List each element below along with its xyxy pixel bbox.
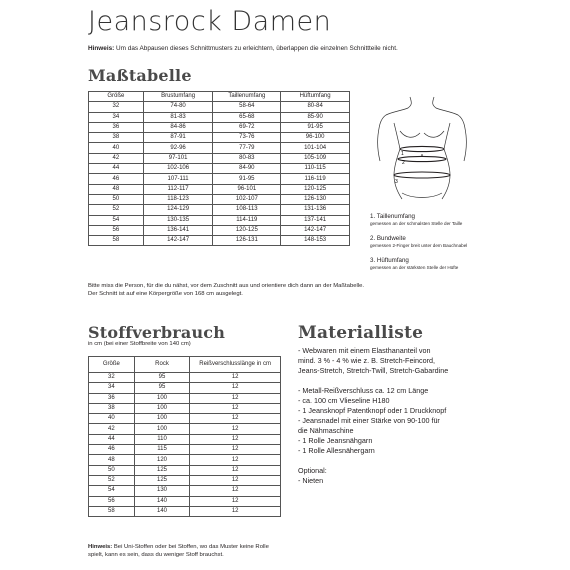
- table-cell: 12: [190, 465, 281, 475]
- table-cell: 80-83: [213, 153, 281, 163]
- fabric-subtitle: in cm (bei einer Stoffbreite von 140 cm): [88, 341, 191, 347]
- table-cell: 101-104: [281, 143, 350, 153]
- column-header: Taillenumfang: [213, 92, 281, 102]
- materials-line: - Metall-Reißverschluss ca. 12 cm Länge: [298, 386, 429, 395]
- table-cell: 96-100: [281, 133, 350, 143]
- table-cell: 52: [89, 205, 144, 215]
- table-cell: 12: [190, 424, 281, 434]
- legend-item-3: [370, 257, 458, 271]
- table-cell: 87-91: [143, 133, 213, 143]
- column-header: Größe: [89, 92, 144, 102]
- table-cell: 12: [190, 383, 281, 393]
- table-cell: 107-111: [143, 174, 213, 184]
- table-cell: 110: [134, 434, 190, 444]
- table-row: [89, 102, 350, 112]
- table-cell: 69-72: [213, 122, 281, 132]
- materials-line: - Webwaren mit einem Elasthananteil von: [298, 346, 431, 355]
- table-cell: 12: [190, 393, 281, 403]
- table-row: [89, 475, 281, 485]
- table-cell: 105-109: [281, 153, 350, 163]
- table-cell: 142-147: [143, 236, 213, 246]
- table-cell: 97-101: [143, 153, 213, 163]
- hint-body: Um das Abpausen dieses Schnittmusters zu erleichtern, überlappen die einzelnen Schnittteile nicht.: [114, 45, 398, 52]
- table-row: [89, 133, 350, 143]
- table-cell: 102-106: [143, 164, 213, 174]
- materials-line: [298, 456, 488, 466]
- legend-title-2: 2. Bundweite: [370, 235, 406, 242]
- table-cell: 80-84: [281, 102, 350, 112]
- table-cell: 112-117: [143, 184, 213, 194]
- table-cell: 81-83: [143, 112, 213, 122]
- table-cell: 12: [190, 506, 281, 516]
- table-cell: 115: [134, 445, 190, 455]
- materials-line: [298, 376, 488, 386]
- table-cell: 142-147: [281, 225, 350, 235]
- table-cell: 44: [89, 164, 144, 174]
- table-row: [89, 496, 281, 506]
- table-cell: 95: [134, 373, 190, 383]
- legend-item-1: [370, 213, 462, 227]
- table-cell: 54: [89, 486, 135, 496]
- table-cell: 100: [134, 393, 190, 403]
- table-row: [89, 445, 281, 455]
- table-cell: 124-129: [143, 205, 213, 215]
- table-cell: 46: [89, 174, 144, 184]
- measure-notes: [88, 282, 364, 298]
- table-cell: 48: [89, 184, 144, 194]
- table-cell: 110-115: [281, 164, 350, 174]
- table-cell: 34: [89, 383, 135, 393]
- table-row: [89, 465, 281, 475]
- table-cell: 38: [89, 133, 144, 143]
- table-row: [89, 236, 350, 246]
- table-cell: 114-119: [213, 215, 281, 225]
- table-cell: 36: [89, 393, 135, 403]
- table-cell: 73-76: [213, 133, 281, 143]
- table-cell: 92-96: [143, 143, 213, 153]
- column-header: Größe: [89, 357, 135, 373]
- table-cell: 100: [134, 424, 190, 434]
- fabric-hint-label: Hinweis:: [88, 544, 113, 550]
- table-row: [89, 122, 350, 132]
- legend-item-2: [370, 235, 467, 249]
- table-cell: 102-107: [213, 194, 281, 204]
- table-cell: 12: [190, 445, 281, 455]
- table-cell: 84-90: [213, 164, 281, 174]
- table-cell: 126-131: [213, 236, 281, 246]
- table-cell: 40: [89, 414, 135, 424]
- table-cell: 50: [89, 465, 135, 475]
- materials-line: Optional:: [298, 466, 327, 475]
- table-row: [89, 194, 350, 204]
- table-cell: 48: [89, 455, 135, 465]
- table-cell: 91-95: [281, 122, 350, 132]
- table-row: [89, 174, 350, 184]
- table-cell: 12: [190, 486, 281, 496]
- table-cell: 136-141: [143, 225, 213, 235]
- table-cell: 40: [89, 143, 144, 153]
- table-cell: 58-64: [213, 102, 281, 112]
- table-cell: 131-136: [281, 205, 350, 215]
- column-header: Rock: [134, 357, 190, 373]
- table-cell: 36: [89, 122, 144, 132]
- hint-text: [88, 45, 398, 52]
- hint-label: Hinweis:: [88, 45, 115, 52]
- table-cell: 44: [89, 434, 135, 444]
- body-figure: [372, 95, 472, 203]
- column-header: Reißverschlusslänge in cm: [190, 357, 281, 373]
- table-row: [89, 383, 281, 393]
- column-header: Brustumfang: [143, 92, 213, 102]
- table-row: [89, 143, 350, 153]
- table-cell: 46: [89, 445, 135, 455]
- table-cell: 74-80: [143, 102, 213, 112]
- table-cell: 148-153: [281, 236, 350, 246]
- table-row: [89, 455, 281, 465]
- table-cell: 118-123: [143, 194, 213, 204]
- table-row: [89, 393, 281, 403]
- table-row: [89, 153, 350, 163]
- table-cell: 85-90: [281, 112, 350, 122]
- table-cell: 65-68: [213, 112, 281, 122]
- measure-table: [88, 91, 350, 246]
- table-row: [89, 414, 281, 424]
- table-cell: 32: [89, 373, 135, 383]
- table-cell: 42: [89, 153, 144, 163]
- table-cell: 120: [134, 455, 190, 465]
- figure-mark-3: 3: [395, 179, 398, 185]
- table-cell: 34: [89, 112, 144, 122]
- table-row: [89, 184, 350, 194]
- materials-line: - 1 Rolle Jeansnähgarn: [298, 436, 373, 445]
- table-cell: 120-125: [281, 184, 350, 194]
- materials-line: mind. 3 % - 4 % wie z. B. Stretch-Feincord,: [298, 356, 436, 365]
- table-cell: 38: [89, 403, 135, 413]
- measure-note-2: Der Schnitt ist auf eine Körpergröße von 168 cm ausgelegt.: [88, 291, 243, 297]
- table-cell: 95: [134, 383, 190, 393]
- table-cell: 32: [89, 102, 144, 112]
- table-cell: 116-119: [281, 174, 350, 184]
- table-cell: 58: [89, 236, 144, 246]
- table-cell: 77-79: [213, 143, 281, 153]
- table-cell: 126-130: [281, 194, 350, 204]
- table-cell: 130-135: [143, 215, 213, 225]
- table-cell: 120-125: [213, 225, 281, 235]
- table-cell: 12: [190, 373, 281, 383]
- figure-mark-2: 2: [402, 160, 405, 166]
- table-row: [89, 486, 281, 496]
- table-cell: 56: [89, 496, 135, 506]
- table-row: [89, 225, 350, 235]
- legend-title-1: 1. Taillenumfang: [370, 213, 415, 220]
- table-cell: 52: [89, 475, 135, 485]
- legend-title-3: 3. Hüftumfang: [370, 257, 409, 264]
- table-cell: 54: [89, 215, 144, 225]
- table-cell: 125: [134, 475, 190, 485]
- table-cell: 12: [190, 434, 281, 444]
- table-row: [89, 403, 281, 413]
- table-cell: 125: [134, 465, 190, 475]
- table-cell: 12: [190, 403, 281, 413]
- measure-note-1: Bitte miss die Person, für die du nähst, vor dem Zuschnitt aus und orientiere dich dann an der Maßtabelle.: [88, 283, 365, 289]
- materials-list: [298, 346, 488, 486]
- page-title: Jeansrock Damen: [88, 6, 332, 37]
- table-cell: 84-86: [143, 122, 213, 132]
- table-cell: 58: [89, 506, 135, 516]
- legend-desc-1: gemessen an der schmalsten Stelle der Taille: [370, 221, 463, 226]
- table-cell: 140: [134, 496, 190, 506]
- materials-line: - 1 Jeansknopf Patentknopf oder 1 Druckknopf: [298, 406, 447, 415]
- table-row: [89, 112, 350, 122]
- materials-line: - Jeansnadel mit einer Stärke von 90-100 für: [298, 416, 440, 425]
- table-cell: 108-113: [213, 205, 281, 215]
- table-cell: 100: [134, 403, 190, 413]
- column-header: Hüftumfang: [281, 92, 350, 102]
- table-cell: 100: [134, 414, 190, 424]
- table-cell: 50: [89, 194, 144, 204]
- materials-line: die Nähmaschine: [298, 426, 354, 435]
- table-cell: 91-95: [213, 174, 281, 184]
- table-cell: 96-101: [213, 184, 281, 194]
- figure-mark-1: 1: [401, 151, 404, 157]
- fabric-table: [88, 356, 281, 517]
- table-cell: 12: [190, 414, 281, 424]
- table-cell: 12: [190, 496, 281, 506]
- materials-heading: Materialliste: [298, 323, 424, 343]
- legend-desc-3: gemessen an der stärksten Stelle der Hüfte: [370, 265, 459, 270]
- table-row: [89, 506, 281, 516]
- table-cell: 42: [89, 424, 135, 434]
- table-cell: 12: [190, 475, 281, 485]
- materials-line: - Nieten: [298, 476, 324, 485]
- table-cell: 56: [89, 225, 144, 235]
- table-cell: 137-141: [281, 215, 350, 225]
- table-cell: 12: [190, 455, 281, 465]
- table-row: [89, 373, 281, 383]
- measure-heading: Maßtabelle: [88, 66, 192, 85]
- table-row: [89, 205, 350, 215]
- table-cell: 140: [134, 506, 190, 516]
- legend-desc-2: gemessen 2-Finger breit unter dem Bauchnabel: [370, 243, 468, 248]
- materials-line: - ca. 100 cm Vlieseline H180: [298, 396, 390, 405]
- table-row: [89, 424, 281, 434]
- table-row: [89, 215, 350, 225]
- table-row: [89, 434, 281, 444]
- fabric-hint-text: Bei Uni-Stoffen oder bei Stoffen, wo das Muster keine Rolle: [112, 544, 269, 550]
- materials-line: Jeans-Stretch, Stretch-Twill, Stretch-Gabardine: [298, 366, 449, 375]
- fabric-hint-text-2: spielt, kann es sein, dass du weniger Stoff brauchst.: [88, 552, 224, 558]
- table-row: [89, 164, 350, 174]
- fabric-heading: Stoffverbrauch: [88, 323, 226, 342]
- fabric-hint: [88, 543, 269, 559]
- materials-line: - 1 Rolle Allesnähergarn: [298, 446, 375, 455]
- table-cell: 130: [134, 486, 190, 496]
